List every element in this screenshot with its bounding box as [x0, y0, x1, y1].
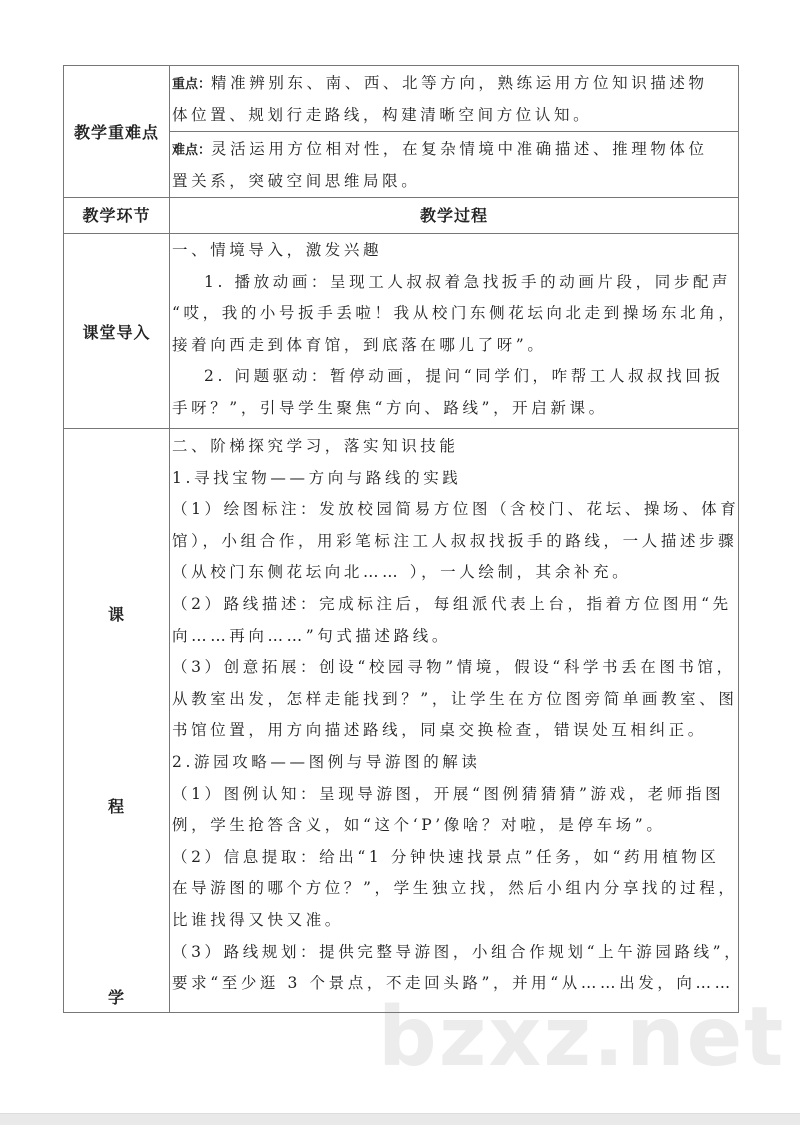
- hard-point-text: 灵活运用方位相对性，在复杂情境中准确描述、推理物体位: [211, 140, 708, 158]
- course-label-char: 学: [107, 988, 125, 1007]
- intro-line: 手呀？”，引导学生聚焦“方向、路线”，开启新课。: [172, 398, 608, 417]
- course-line: 二、阶梯探究学习，落实知识技能: [172, 437, 459, 455]
- course-line: （3）路线规划：提供完整导游图，小组合作规划“上午游园路线”，: [172, 942, 744, 961]
- intro-line: 接着向西走到体育馆，到底落在哪儿了呀”。: [172, 335, 547, 354]
- lesson-plan-table: [63, 65, 744, 1013]
- key-point-cell: [172, 68, 738, 131]
- intro-line: 1. 播放动画：呈现工人叔叔着急找扳手的动画片段，同步配声: [204, 272, 732, 291]
- course-line: 2.游园攻略——图例与导游图的解读: [172, 752, 481, 771]
- intro-line: “哎，我的小号扳手丢啦！我从校门东侧花坛向北走到操场东北角，: [172, 304, 738, 323]
- course-line: 从教室出发，怎样走能找到？”，让学生在方位图旁简单画教室、图: [172, 689, 738, 708]
- course-label-char: 课: [107, 605, 125, 624]
- key-point-text: 体位置、规划行走路线，构建清晰空间方位认知。: [172, 105, 593, 124]
- hard-point-text: 置关系，突破空间思维局限。: [172, 171, 421, 190]
- key-point-title: 重点：: [172, 77, 212, 92]
- course-line: 书馆位置，用方向描述路线，同桌交换检查，错误处互相纠正。: [172, 721, 707, 740]
- course-line: 要求“至少逛 3 个景点，不走回头路”，并用“从……出发，向……: [172, 974, 734, 993]
- course-line: 馆），小组合作，用彩笔标注工人叔叔找扳手的路线，一人描述步骤: [172, 531, 738, 550]
- course-line: 向……再向……”句式描述路线。: [172, 626, 451, 645]
- course-content: [172, 431, 744, 1000]
- intro-content: [172, 235, 738, 425]
- course-line: 比谁找得又快又准。: [172, 910, 344, 929]
- difficulty-label: 教学重难点: [73, 123, 159, 142]
- course-label-char: 程: [107, 797, 125, 816]
- intro-line: 2. 问题驱动：暂停动画，提问“同学们，咋帮工人叔叔找回扳: [204, 367, 724, 386]
- course-line: （1）绘图标注：发放校园简易方位图（含校门、花坛、操场、体育: [172, 500, 740, 519]
- intro-label: 课堂导入: [82, 323, 151, 342]
- intro-line: 一、情境导入，激发兴趣: [172, 241, 383, 259]
- course-line: （从校门东侧花坛向北…… ），一人绘制，其余补充。: [172, 563, 632, 582]
- watermark: bzxz.net: [378, 990, 786, 1085]
- hard-point-cell: [172, 134, 738, 197]
- course-line: 在导游图的哪个方位？”，学生独立找，然后小组内分享找的过程，: [172, 879, 738, 898]
- key-point-text: 精准辨别东、南、西、北等方向，熟练运用方位知识描述物: [211, 74, 708, 92]
- header-process: 教学过程: [419, 206, 488, 225]
- hard-point-title: 难点：: [172, 143, 212, 158]
- course-line: （1）图例认知：呈现导游图，开展“图例猜猜猜”游戏，老师指图: [172, 784, 725, 803]
- course-line: （2）信息提取：给出“1 分钟快速找景点”任务，如“药用植物区: [172, 847, 720, 866]
- course-line: 1.寻找宝物——方向与路线的实践: [172, 468, 462, 487]
- course-line: （2）路线描述：完成标注后，每组派代表上台，指着方位图用“先: [172, 594, 732, 613]
- header-stage: 教学环节: [82, 206, 151, 225]
- row-divider: [64, 428, 738, 429]
- next-page: [0, 1125, 800, 1134]
- course-line: （3）创意拓展：创设“校园寻物”情境，假设“科学书丢在图书馆，: [172, 658, 736, 677]
- course-line: 例，学生抢答含义，如“这个‘P’像啥？对啦，是停车场”。: [172, 816, 666, 835]
